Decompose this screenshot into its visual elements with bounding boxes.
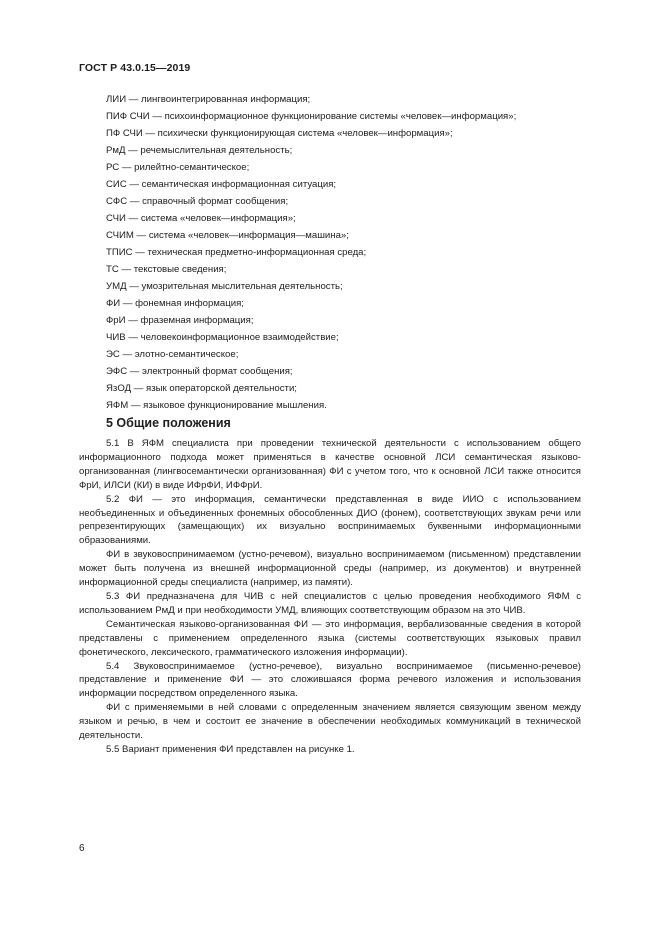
abbreviation-list <box>106 91 596 414</box>
paragraph: ФИ в звуковоспринимаемом (устно-речевом), визуально воспринимаемом (письменном) представлении может быть получена из внешней информационной среды (например, из документов) и внутренней информационной среды специалиста (например, из памяти). <box>79 549 581 589</box>
document-code-header: ГОСТ Р 43.0.15—2019 <box>79 62 191 74</box>
section-title: 5 Общие положения <box>106 416 231 430</box>
abbreviation-item: СИС — семантическая информационная ситуация; <box>106 179 337 190</box>
page-number: 6 <box>79 843 85 854</box>
abbreviation-item: ЭФС — электронный формат сообщения; <box>106 366 293 377</box>
paragraph: Семантическая языково-организованная ФИ — это информация, вербализованные сведения в которой представлены с применением определенного языка (системы соответствующих языковых правил фонетического, лексического, грамматического изложения информации). <box>79 618 581 658</box>
abbreviation-item: ТС — текстовые сведения; <box>106 264 227 275</box>
abbreviation-item: СФС — справочный формат сообщения; <box>106 196 289 207</box>
paragraph: 5.3 ФИ предназначена для ЧИВ с ней специалистов с целью проведения необходимого ЯФМ с использованием РмД и при необходимости УМД, влияющих соответствующим образом на это ЧИВ. <box>79 590 581 616</box>
section-body <box>79 437 581 757</box>
abbreviation-item: ПИФ СЧИ — психоинформационное функционирование системы «человек—информация»; <box>106 111 517 122</box>
abbreviation-item: ТПИС — техническая предметно-информационная среда; <box>106 247 367 258</box>
abbreviation-item: СЧИМ — система «человек—информация—машина»; <box>106 230 349 241</box>
paragraph: 5.5 Вариант применения ФИ представлен на рисунке 1. <box>106 743 355 755</box>
paragraph: 5.2 ФИ — это информация, семантически представленная в виде ИИО с использованием необъединенных и объединенных фонемных обособленных ДИО (фонем), соответствующих звукам речи или репрезентирующих (замещающих) их визуально воспринимаемых буквенными информационными образованиями. <box>79 493 581 547</box>
paragraph: ФИ с применяемыми в ней словами с определенным значением является связующим звеном между языком и речью, в чем и состоит ее значение в обеспечении необходимых коммуникаций в технической деятельности. <box>79 702 581 742</box>
abbreviation-item: УМД — умозрительная мыслительная деятельность; <box>106 281 343 292</box>
paragraph: 5.4 Звуковоспринимаемое (устно-речевое), визуально воспринимаемое (письменно-речевое) представление и применение ФИ — это сложившаяся форма речевого изложения и использования информации посредством определенного языка. <box>79 660 581 700</box>
abbreviation-item: ЭС — элотно-семантическое; <box>106 349 239 360</box>
abbreviation-item: ЯФМ — языковое функционирование мышления. <box>106 400 327 411</box>
abbreviation-item: ПФ СЧИ — психически функционирующая система «человек—информация»; <box>106 128 453 139</box>
abbreviation-item: ЛИИ — лингвоинтегрированная информация; <box>106 94 311 105</box>
abbreviation-item: ФрИ — фраземная информация; <box>106 315 254 326</box>
abbreviation-item: РС — рилейтно-семантическое; <box>106 162 250 173</box>
abbreviation-item: ЧИВ — человекоинформационное взаимодействие; <box>106 332 339 343</box>
abbreviation-item: РмД — речемыслительная деятельность; <box>106 145 293 156</box>
paragraph: 5.1 В ЯФМ специалиста при проведении технической деятельности с использованием общего информационного подхода может применяться в качестве основной ЛСИ семантическая языково-организованная (лингвосемантически организованная) ФИ с учетом того, что к основной ЛСИ также относится ФрИ, ИЛСИ (КИ) в виде ИФрФИ, ИФФрИ. <box>79 438 581 491</box>
abbreviation-item: ЯзОД — язык операторской деятельности; <box>106 383 297 394</box>
abbreviation-item: СЧИ — система «человек—информация»; <box>106 213 296 224</box>
abbreviation-item: ФИ — фонемная информация; <box>106 298 244 309</box>
